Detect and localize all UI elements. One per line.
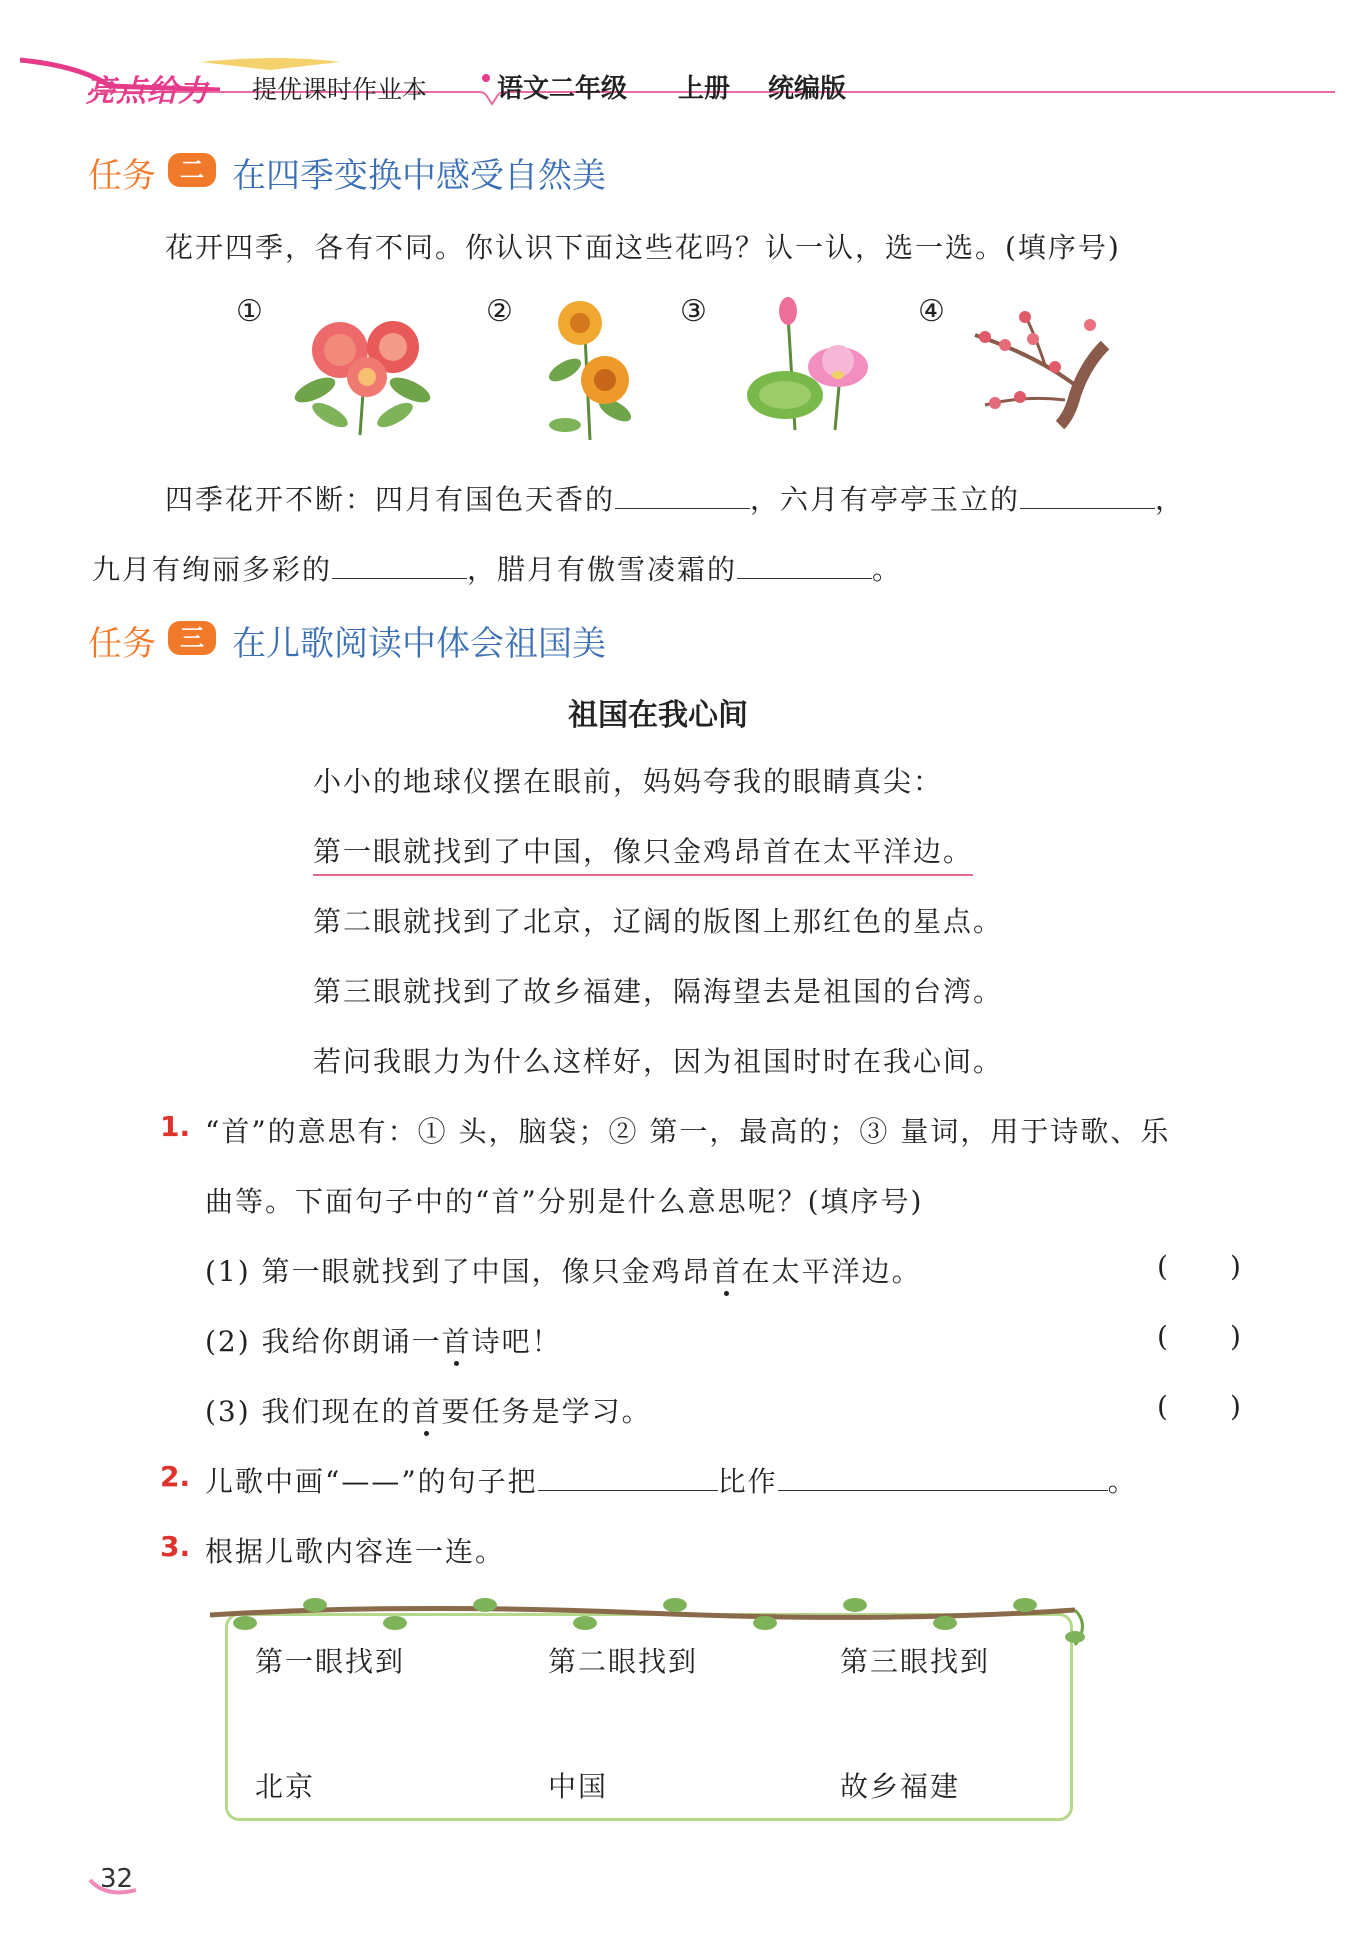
lotus-flower-image [740, 295, 880, 435]
q1-answer-1[interactable]: ( ) [1157, 1250, 1241, 1283]
q1-item-2: (2) 我给你朗诵一首诗吧！ [205, 1325, 562, 1358]
q2-blank-subject[interactable] [538, 1464, 718, 1491]
task2-intro: 花开四季，各有不同。你认识下面这些花吗？认一认，选一选。(填序号) [165, 231, 1121, 264]
poem-line-2-underlined: 第一眼就找到了中国，像只金鸡昂首在太平洋边。 [313, 830, 973, 876]
poem-line-4: 第三眼就找到了故乡福建，隔海望去是祖国的台湾。 [313, 975, 1004, 1008]
header-edition: 统编版 [768, 74, 847, 104]
poem-title: 祖国在我心间 [568, 698, 748, 733]
task2-label: 任务 [88, 156, 156, 196]
chrysanthemum-flower-image [535, 295, 645, 445]
match-bottom-3[interactable]: 故乡福建 [840, 1770, 961, 1803]
peony-flower-image [285, 295, 445, 440]
match-top-3[interactable]: 第三眼找到 [840, 1645, 991, 1678]
question-2-number: 2. [160, 1460, 191, 1493]
task3-title: 在儿歌阅读中体会祖国美 [232, 624, 606, 664]
season-fill-line-1: 四季花开不断：四月有国色天香的 ，六月有亭亭玉立的 ， [165, 483, 1186, 516]
question-1-line-2: 曲等。下面句子中的“首”分别是什么意思呢？(填序号) [205, 1185, 924, 1218]
task2-title: 在四季变换中感受自然美 [232, 156, 606, 196]
blank-june[interactable] [1020, 482, 1155, 509]
q1-item-3: (3) 我们现在的首要任务是学习。 [205, 1395, 652, 1428]
flower-number-1: ① [236, 294, 263, 329]
q1-item-1: (1) 第一眼就找到了中国，像只金鸡昂首在太平洋边。 [205, 1255, 922, 1288]
flower-number-4: ④ [918, 294, 945, 329]
poem-line-1: 小小的地球仪摆在眼前，妈妈夸我的眼睛真尖： [313, 765, 944, 798]
blank-april[interactable] [615, 482, 750, 509]
q2-blank-object[interactable] [778, 1464, 1108, 1491]
poem-line-3: 第二眼就找到了北京，辽阔的版图上那红色的星点。 [313, 905, 1004, 938]
question-1-line-1: “首”的意思有：① 头，脑袋；② 第一，最高的；③ 量词，用于诗歌、乐 [205, 1115, 1171, 1148]
question-3-text: 根据儿歌内容连一连。 [205, 1535, 506, 1568]
header-volume: 上册 [678, 74, 731, 104]
question-1-number: 1. [160, 1110, 191, 1143]
match-bottom-2[interactable]: 中国 [548, 1770, 609, 1803]
header-subject: 语文二年级 [497, 74, 628, 104]
flower-number-3: ③ [680, 294, 707, 329]
task3-label: 任务 [88, 624, 156, 664]
poem-line-5: 若问我眼力为什么这样好，因为祖国时时在我心间。 [313, 1045, 1004, 1078]
question-2-text: 儿歌中画“——”的句子把 比作 。 [205, 1465, 1138, 1498]
brand-subtitle: 提优课时作业本 [252, 75, 428, 104]
match-bottom-1[interactable]: 北京 [255, 1770, 316, 1803]
task3-badge: 三 [168, 621, 216, 655]
brand-logo-text: 亮点给力 [85, 74, 209, 109]
q1-answer-3[interactable]: ( ) [1157, 1390, 1241, 1423]
flower-number-2: ② [486, 294, 513, 329]
blank-september[interactable] [332, 552, 467, 579]
season-fill-line-2: 九月有绚丽多彩的 ，腊月有傲雪凌霜的 。 [92, 553, 903, 586]
page-number: 32 [100, 1864, 134, 1894]
match-top-1[interactable]: 第一眼找到 [255, 1645, 406, 1678]
task2-badge: 二 [168, 153, 216, 187]
question-3-number: 3. [160, 1530, 191, 1563]
match-top-2[interactable]: 第二眼找到 [548, 1645, 699, 1678]
blank-december[interactable] [737, 552, 872, 579]
q1-answer-2[interactable]: ( ) [1157, 1320, 1241, 1353]
plum-blossom-image [965, 305, 1115, 430]
